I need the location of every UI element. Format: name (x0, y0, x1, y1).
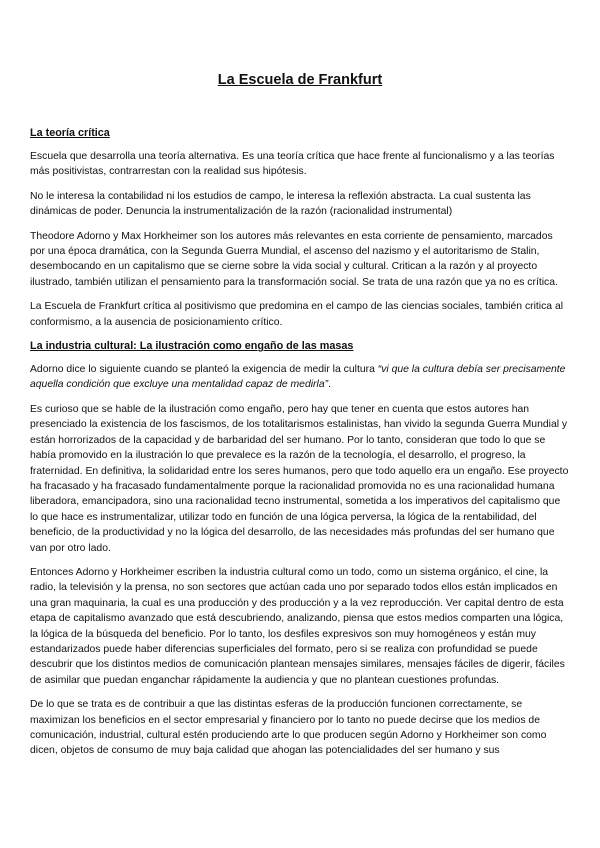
intro-end: . (328, 379, 331, 391)
paragraph: La Escuela de Frankfurt crítica al positivismo que predomina en el campo de las ciencias sociales, también critica al conformismo, a la ausencia de posicionamiento crítico. (30, 301, 564, 328)
intro-text: Adorno dice lo siguiente cuando se planteó la exigencia de medir la cultura (30, 364, 378, 376)
paragraph: Entonces Adorno y Horkheimer escriben la industria cultural como un todo, como un sistema orgánico, el cine, la radio, la televisión y la prensa, no son sectores que actúan cada uno por separado todos ellos están implicados en una gran maquinaria, la cual es una producción y des producción y a la vez reproducción. Ver capital dentro de esta etapa de capitalismo avanzado que está descubriendo, analizando, piensa que estos medios comparten una lógica, la lógica de la búsqueda del beneficio. Por lo tanto, los desfiles expresivos son muy homogéneos y están muy estandarizados puede haber diferencias superficiales del formato, pero si se realiza con profundidad se puede descubrir que los distintos medios de comunicación plantean mensajes similares, mensajes fáciles de digerir, fáciles de asimilar que puedan enganchar rápidamente la audiencia y que no plantean cuestiones profundas. (30, 566, 565, 686)
section-heading: La industria cultural: La ilustración como engaño de las masas (30, 340, 354, 353)
paragraph: No le interesa la contabilidad ni los estudios de campo, le interesa la reflexión abstracta. La cual sustenta las dinámicas de poder. Denuncia la instrumentalización de la razón (racionalidad instrumental) (30, 190, 531, 218)
paragraph: Es curioso que se hable de la ilustración como engaño, pero hay que tener en cuenta que estos autores han presenciado la existencia de los fascismos, de los totalitarismos estalinistas, han vivido la segunda Guerra Mundial y están horrorizados de la capacidad y de barbaridad del ser humano. Por lo tanto, consideran que todo lo que se había promovido en la ilustración lo que prevalece es la razón de la tecnología, el desarrollo, el progreso, la fraternidad. En definitiva, la solidaridad entre los seres humanos, pero que todo aquello era un engaño. Ese proyecto ha fracasado y ha fracasado fundamentalmente porque la racionalidad promovida no es una racionalidad humana liberadora, emancipadora, sino una racionalidad tecno instrumental, sometida a los imperativos del capitalismo que lo que hace es instrumentalizar, utilizar todo en función de una lógica perversa, la lógica de la rentabilidad, del beneficio, de la productividad y no la lógica del desarrollo, de las necesidades más profundas del ser humano que van por otro lado. (30, 403, 569, 554)
paragraph-intro (30, 362, 570, 393)
section-industria-cultural (30, 339, 570, 759)
paragraph: Escuela que desarrolla una teoría alternativa. Es una teoría crítica que hace frente al funcionalismo y a las teorías más positivistas, contrarrestan con la realidad sus hipótesis. (30, 151, 555, 178)
section-teoria-critica (30, 126, 570, 330)
section-heading: La teoría crítica (30, 127, 110, 139)
paragraph: Theodore Adorno y Max Horkheimer son los autores más relevantes en esta corriente de pensamiento, marcados por una época dramática, con la Segunda Guerra Mundial, el ascenso del nazismo y el autoritarismo de Stalin, desembocando en un capitalismo que se cierne sobre la vida social y cultural. Critican a la razón y al proyecto ilustrado, también utilizan el pensamiento para la transformación social. Se trata de una razón que ya no es crítica. (30, 230, 558, 288)
paragraph: De lo que se trata es de contribuir a que las distintas esferas de la producción funcionen correctamente, se maximizan los beneficios en el sector empresarial y financiero por lo tanto no puede decirse que los medios de comunicación, industrial, cultural estén produciendo arte lo que producen según Adorno y Horkheimer son como dicen, objetos de consumo de muy baja calidad que ahogan las potencialidades del ser humano y sus (30, 699, 547, 757)
adorno-quote: “vi que la cultura debía ser precisamente aquella condición que excluye una mentalidad capaz de medirla” (30, 364, 566, 391)
document-title: La Escuela de Frankfurt (217, 72, 383, 88)
